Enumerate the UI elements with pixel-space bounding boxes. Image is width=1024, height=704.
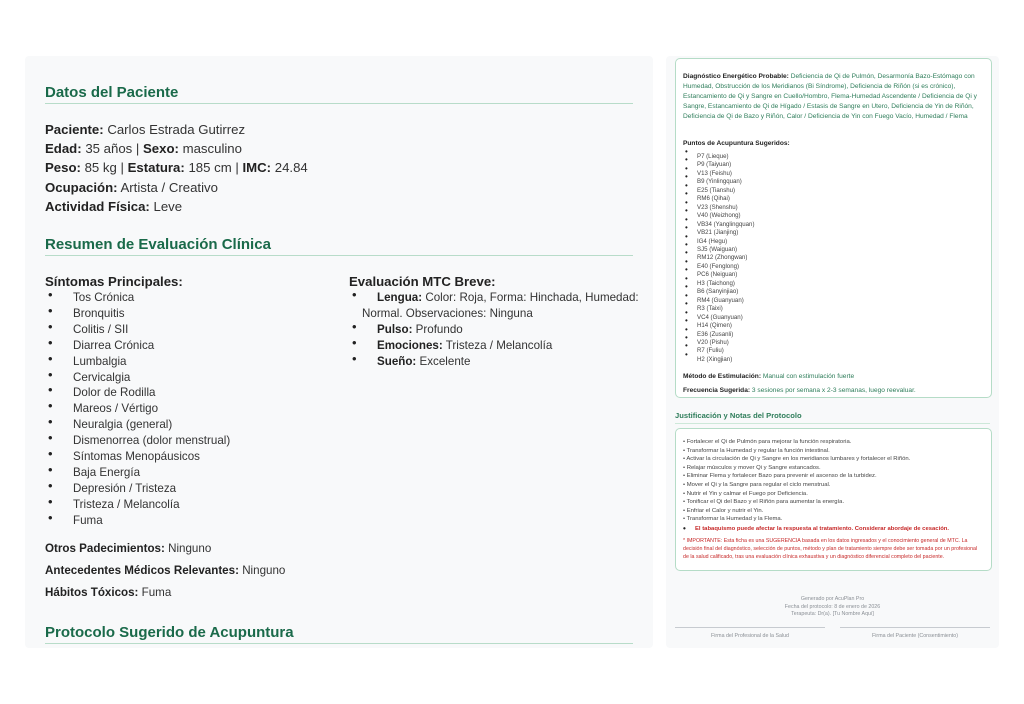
list-item: • B6 (Sanyinjiao) — [683, 288, 754, 296]
list-item: • V40 (Weizhong) — [683, 212, 754, 220]
list-item: • Enfriar el Calor y nutrir el Yin. — [683, 507, 764, 514]
diagnosis-text: Deficiencia de Qi de Pulmón, Desarmonía Bazo-Estómago con Humedad, Obstrucción de los Meridianos (Bi Síndrome), Deficiencia de Riñón (si es crónico), Estancamiento de Qi y Sangre en Cuello/Hombro, Flema-Humedad Ascendente / Deficiencia de Qi y Sangre, Estancamiento de Qi de Hígado / Estasis de Sangre en Utero, Deficiencia de Yin de Riñón, Deficiencia de Qi de Bazo y Riñón, Calor / Deficiencia de Yin con Fuego Vacío, Humedad / Flema — [683, 73, 977, 120]
list-item: • Baja Energía — [45, 465, 325, 481]
patient-occupation-row: Ocupación: Artista / Creativo — [45, 179, 218, 195]
list-item: • Relajar músculos y mover Qi y Sangre estancados. — [683, 464, 821, 471]
list-item: • Tristeza / Melancolía — [45, 497, 325, 513]
list-item: • V13 (Feishu) — [683, 170, 754, 178]
signature-label-professional: Firma del Profesional de la Salud — [710, 633, 790, 639]
list-item: • Mover el Qi y la Sangre para regular el ciclo menstrual. — [683, 481, 831, 488]
footer-date: Fecha del protocolo: 8 de enero de 2026 — [784, 603, 881, 610]
list-item: • E25 (Tianshu) — [683, 187, 754, 195]
list-item: • Colitis / SII — [45, 322, 325, 338]
patient-sex: masculino — [182, 141, 242, 157]
list-item: • H3 (Taichong) — [683, 280, 754, 288]
list-item: • H2 (Xingjian) — [683, 356, 754, 364]
symptoms-list — [45, 290, 325, 529]
patient-section-title: Datos del Paciente — [45, 84, 633, 104]
important-disclaimer: * IMPORTANTE: Esta ficha es una SUGERENCIA basada en los datos ingresados y el conocimiento general de MTC. La decisión final del diagnóstico, selección de puntos, método y plan de tratamiento siempre debe ser tomada por un profesional de la salud calificado, tras una evaluación clínica exhaustiva y un diagnóstico diferencial completo del paciente. — [683, 538, 978, 560]
mtc-pulse: • Pulso: Profundo — [349, 322, 639, 338]
list-item: • Nutrir el Yin y calmar el Fuego por Deficiencia. — [683, 490, 808, 497]
list-item: • SJ5 (Waiguan) — [683, 246, 754, 254]
list-item: • Transformar la Humedad y la Flema. — [683, 516, 783, 523]
symptoms-column — [45, 273, 325, 529]
smoking-warning: • El tabaquismo puede afectar la respuesta al tratamiento. Considerar abordaje de cesación. — [683, 524, 950, 533]
list-item: • V20 (Pishu) — [683, 339, 754, 347]
list-item: • Dolor de Rodilla — [45, 385, 325, 401]
footer — [666, 596, 999, 619]
list-item: • Lumbalgia — [45, 354, 325, 370]
protocol-panel — [666, 56, 999, 648]
patient-info — [45, 120, 308, 216]
list-item: • Activar la circulación de Qi y Sangre en los meridianos lumbares y fortalecer el Riñón. — [683, 456, 911, 463]
list-item: • Diarrea Crónica — [45, 338, 325, 354]
signature-line-professional — [675, 627, 825, 628]
evaluation-section-title: Resumen de Evaluación Clínica — [45, 236, 633, 256]
list-item: • R3 (Taixi) — [683, 305, 754, 313]
list-item: • PC6 (Neiguan) — [683, 271, 754, 279]
points-list — [683, 153, 754, 364]
list-item: • RM12 (Zhongwan) — [683, 254, 754, 262]
list-item: • Mareos / Vértigo — [45, 401, 325, 417]
suggested-frequency: Frecuencia Sugerida: 3 sesiones por semana x 2-3 semanas, luego reevaluar. — [683, 387, 916, 394]
patient-age-sex-row: Edad: 35 años | Sexo: masculino — [45, 141, 242, 157]
signature-line-patient — [840, 627, 990, 628]
list-item: • H14 (Qimen) — [683, 322, 754, 330]
protocol-section-title: Protocolo Sugerido de Acupuntura — [45, 624, 633, 644]
mtc-emotions: • Emociones: Tristeza / Melancolía — [349, 338, 639, 354]
patient-height: 185 cm — [188, 160, 232, 176]
mtc-list — [349, 290, 639, 370]
list-item: • Fuma — [45, 513, 325, 529]
justification-title: Justificación y Notas del Protocolo — [675, 411, 990, 424]
diagnosis-box — [675, 58, 992, 398]
mtc-sleep: • Sueño: Excelente — [349, 354, 639, 370]
list-item: • RM4 (Guanyuan) — [683, 297, 754, 305]
list-item: • Fortalecer el Qi de Pulmón para mejorar la función respiratoria. — [683, 439, 852, 445]
mtc-column — [349, 273, 639, 370]
list-item: • Cervicalgia — [45, 370, 325, 386]
list-item: • Síntomas Menopáusicos — [45, 449, 325, 465]
list-item: • Tos Crónica — [45, 290, 325, 306]
list-item: • E40 (Fenglong) — [683, 263, 754, 271]
list-item: • VB34 (Yanglingquan) — [683, 221, 754, 229]
list-item: • Depresión / Tristeza — [45, 481, 325, 497]
list-item: • P7 (Lieque) — [683, 153, 754, 161]
diagnosis: Diagnóstico Energético Probable: Deficiencia de Qi de Pulmón, Desarmonía Bazo-Estómago con Humedad, Obstrucción de los Meridianos (Bi Síndrome), Deficiencia de Riñón (si es crónico), Estancamiento de Qi y Sangre en Cuello/Hombro, Flema-Humedad Ascendente / Deficiencia de Qi y Sangre, Estancamiento de Qi de Hígado / Estasis de Sangre en Utero, Deficiencia de Yin de Riñón, Deficiencia de Qi de Bazo y Riñón, Calor / Deficiencia de Yin con Fuego Vacío, Humedad / Flema — [683, 73, 977, 120]
symptoms-title: Síntomas Principales: — [45, 274, 183, 289]
patient-name: Carlos Estrada Gutirrez — [107, 122, 246, 137]
patient-occupation: Artista / Creativo — [120, 179, 218, 195]
signature-label-patient: Firma del Paciente (Consentimiento) — [872, 633, 958, 639]
patient-body-row: Peso: 85 kg | Estatura: 185 cm | IMC: 24.84 — [45, 160, 308, 176]
patient-weight: 85 kg — [84, 160, 117, 176]
patient-name-row: Paciente: Carlos Estrada Gutirrez — [45, 122, 246, 137]
list-item: • Bronquitis — [45, 306, 325, 322]
stimulation-method: Método de Estimulación: Manual con estimulación fuerte — [683, 373, 855, 380]
notes-list — [683, 438, 983, 524]
medical-history: Antecedentes Médicos Relevantes: Ninguno — [45, 564, 286, 577]
patient-age: 35 años — [85, 141, 133, 157]
list-item: • B9 (Yinlingquan) — [683, 178, 754, 186]
mtc-tongue: • Lengua: Color: Roja, Forma: Hinchada, Humedad: Normal. Observaciones: Ninguna — [349, 290, 639, 322]
patient-activity-row: Actividad Física: Leve — [45, 198, 183, 214]
list-item: • Tonificar el Qi del Bazo y el Riñón para aumentar la energía. — [683, 499, 845, 506]
footer-therapist: Terapeuta: Dr(a). [Tu Nombre Aquí] — [791, 611, 874, 618]
patient-bmi: 24.84 — [274, 160, 308, 176]
list-item: • V23 (Shenshu) — [683, 204, 754, 212]
list-item: • Eliminar Flema y fortalecer Bazo para prevenir el ascenso de la turbidez. — [683, 473, 877, 480]
points-title: Puntos de Acupuntura Sugeridos: — [683, 140, 790, 147]
mtc-title: Evaluación MTC Breve: — [349, 274, 496, 289]
list-item: • P9 (Taiyuan) — [683, 161, 754, 169]
list-item: • Transformar la Humedad y regular la función intestinal. — [683, 447, 830, 454]
notes-box — [675, 428, 992, 571]
toxic-habits: Hábitos Tóxicos: Fuma — [45, 586, 172, 599]
list-item: • RM6 (Qihai) — [683, 195, 754, 203]
list-item: • E36 (Zusanli) — [683, 331, 754, 339]
list-item: • IG4 (Hegu) — [683, 238, 754, 246]
patient-activity: Leve — [153, 198, 183, 214]
footer-generated: Generado por AcuPlan Pro — [800, 596, 865, 602]
list-item: • R7 (Fuliu) — [683, 347, 754, 355]
list-item: • VC4 (Guanyuan) — [683, 314, 754, 322]
other-conditions: Otros Padecimientos: Ninguno — [45, 542, 212, 555]
list-item: • VB21 (Jianjing) — [683, 229, 754, 237]
list-item: • Dismenorrea (dolor menstrual) — [45, 433, 325, 449]
list-item: • Neuralgia (general) — [45, 417, 325, 433]
patient-summary-panel — [25, 56, 653, 648]
